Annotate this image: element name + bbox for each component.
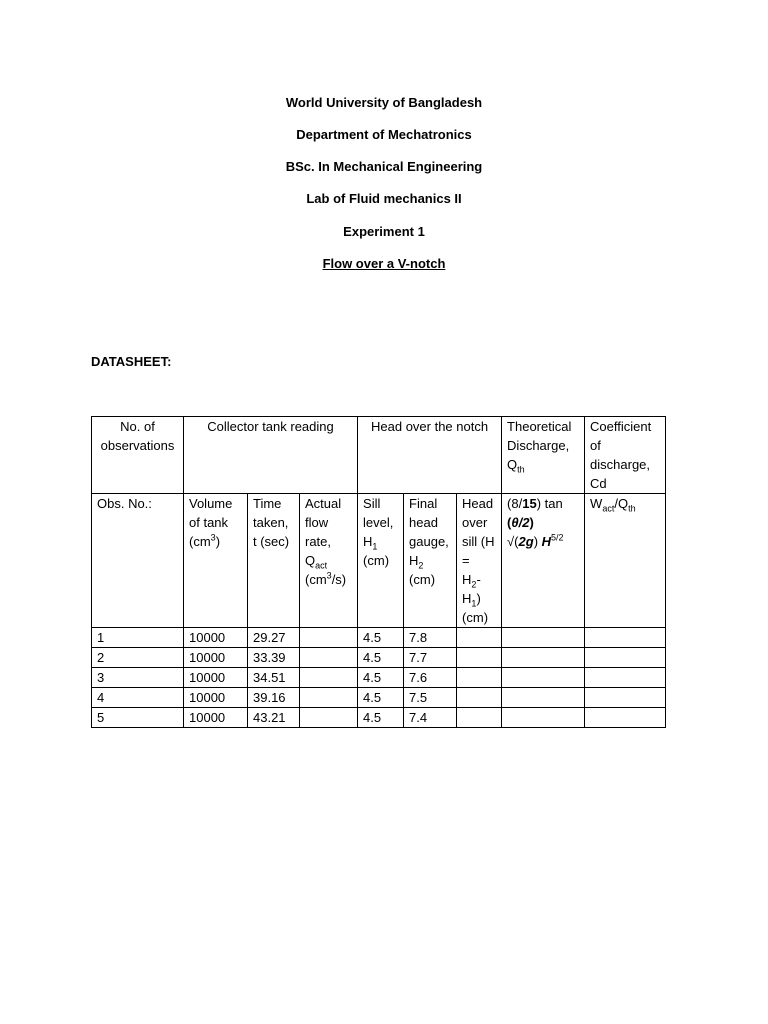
cell-volume: 10000 [184,688,248,708]
coef-q-sub: th [628,503,636,514]
cell-time: 29.27 [248,628,300,648]
theoretical-q: Q [507,457,518,472]
cell-cd [585,688,666,708]
header-theoretical-discharge [502,417,585,494]
cell-flow [300,668,358,688]
experiment-title: Flow over a V-notch [322,256,446,271]
header-collector-tank [184,417,358,494]
sill-h-sub: 1 [372,541,378,552]
cell-cd [585,648,666,668]
cell-theory [502,688,585,708]
table-row [92,648,666,668]
formula-h: H [541,534,552,549]
experiment-number: Experiment 1 [343,224,425,239]
subheader-time [248,494,300,628]
cell-obs: 2 [92,648,184,668]
subheader-actual-flow [300,494,358,628]
table-row [92,628,666,648]
coefficient-label: Coefficient of discharge, Cd [590,419,652,491]
cell-sill: 4.5 [358,708,404,728]
cell-sill: 4.5 [358,668,404,688]
sill-h: H [363,534,373,549]
final-unit: (cm) [409,572,436,587]
cell-sill: 4.5 [358,648,404,668]
actual-flow-label: Actual flow rate, [305,496,342,549]
cell-flow [300,708,358,728]
header-head-label: Head over the notch [371,419,489,434]
subheader-theoretical-formula [502,494,585,628]
cell-volume: 10000 [184,668,248,688]
table-row [92,668,666,688]
subheader-coefficient-formula [585,494,666,628]
actual-unit: (cm [305,572,327,587]
cell-head [457,628,502,648]
cell-obs: 4 [92,688,184,708]
final-h-sub: 2 [418,560,424,571]
coef-slash-q: /Q [614,496,629,511]
cell-volume: 10000 [184,708,248,728]
cell-theory [502,708,585,728]
subheader-final-head [404,494,457,628]
head-over-sill-label: Head over sill (H = [462,496,495,568]
volume-label-end: ) [215,534,221,549]
datasheet-label: DATASHEET: [91,354,172,369]
head-over-sill-close: ) [476,591,481,606]
time-label: Time taken, t (sec) [253,496,290,549]
cell-theory [502,648,585,668]
formula-exponent: 5/2 [551,532,564,543]
cell-head [457,708,502,728]
subheader-volume [184,494,248,628]
subheader-head-over-sill [457,494,502,628]
header-observations-label: No. of observations [100,419,175,453]
cell-sill: 4.5 [358,628,404,648]
cell-flow [300,628,358,648]
formula-part-6: ) [533,534,542,549]
coef-w-sub: act [602,503,615,514]
formula-part-3: ( [507,515,512,530]
subheader-sill-level [358,494,404,628]
theoretical-label: Theoretical Discharge, [507,419,572,453]
cell-head [457,648,502,668]
cell-final: 7.4 [404,708,457,728]
actual-unit-end: /s) [331,572,347,587]
head-over-sill-h1-sub: 1 [471,598,477,609]
sill-label: Sill level, [363,496,394,530]
header-coefficient [585,417,666,494]
table-row [92,708,666,728]
cell-obs: 1 [92,628,184,648]
cell-head [457,668,502,688]
cell-time: 34.51 [248,668,300,688]
header-collector-label: Collector tank reading [207,419,334,434]
cell-final: 7.6 [404,668,457,688]
formula-2g: 2g [518,534,534,549]
cell-final: 7.5 [404,688,457,708]
sub-header-row [92,494,666,628]
header-head-over-notch [358,417,502,494]
actual-q: Q [305,553,316,568]
cell-cd [585,708,666,728]
cell-volume: 10000 [184,648,248,668]
header-observations [92,417,184,494]
lab-name: Lab of Fluid mechanics II [306,191,462,206]
subheader-obs-no [92,494,184,628]
formula-part-2: ) tan [536,496,563,511]
table-row [92,688,666,708]
head-over-sill-h2: H [462,572,472,587]
formula-part-4: ) [529,515,534,530]
cell-theory [502,668,585,688]
program-name: BSc. In Mechanical Engineering [285,159,483,174]
cell-volume: 10000 [184,628,248,648]
theoretical-q-sub: th [517,464,525,475]
formula-part-1: (8/ [507,496,523,511]
cell-time: 39.16 [248,688,300,708]
volume-label: Volume of tank (cm [189,496,233,549]
cell-obs: 5 [92,708,184,728]
cell-sill: 4.5 [358,688,404,708]
head-over-sill-h1: H [462,591,472,606]
actual-q-sub: act [315,560,328,571]
datasheet-table [91,416,666,728]
coef-w: W [590,496,603,511]
university-name: World University of Bangladesh [285,95,483,110]
final-head-label: Final head gauge, [409,496,449,549]
cell-time: 33.39 [248,648,300,668]
department-name: Department of Mechatronics [296,127,472,142]
cell-time: 43.21 [248,708,300,728]
formula-15: 15 [522,496,537,511]
cell-final: 7.7 [404,648,457,668]
cell-flow [300,688,358,708]
cell-theory [502,628,585,648]
actual-unit-sup: 3 [326,570,332,581]
group-header-row [92,417,666,494]
final-h: H [409,553,419,568]
volume-sup: 3 [210,532,216,543]
sill-unit: (cm) [363,553,390,568]
formula-theta: θ/2 [511,515,530,530]
cell-obs: 3 [92,668,184,688]
formula-part-5: √( [507,534,519,549]
head-over-sill-dash: - [476,572,481,587]
cell-flow [300,648,358,668]
head-over-sill-h2-sub: 2 [471,579,477,590]
cell-cd [585,668,666,688]
cell-cd [585,628,666,648]
cell-final: 7.8 [404,628,457,648]
head-over-sill-unit: (cm) [462,610,489,625]
obs-no-label: Obs. No.: [97,496,152,511]
cell-head [457,688,502,708]
